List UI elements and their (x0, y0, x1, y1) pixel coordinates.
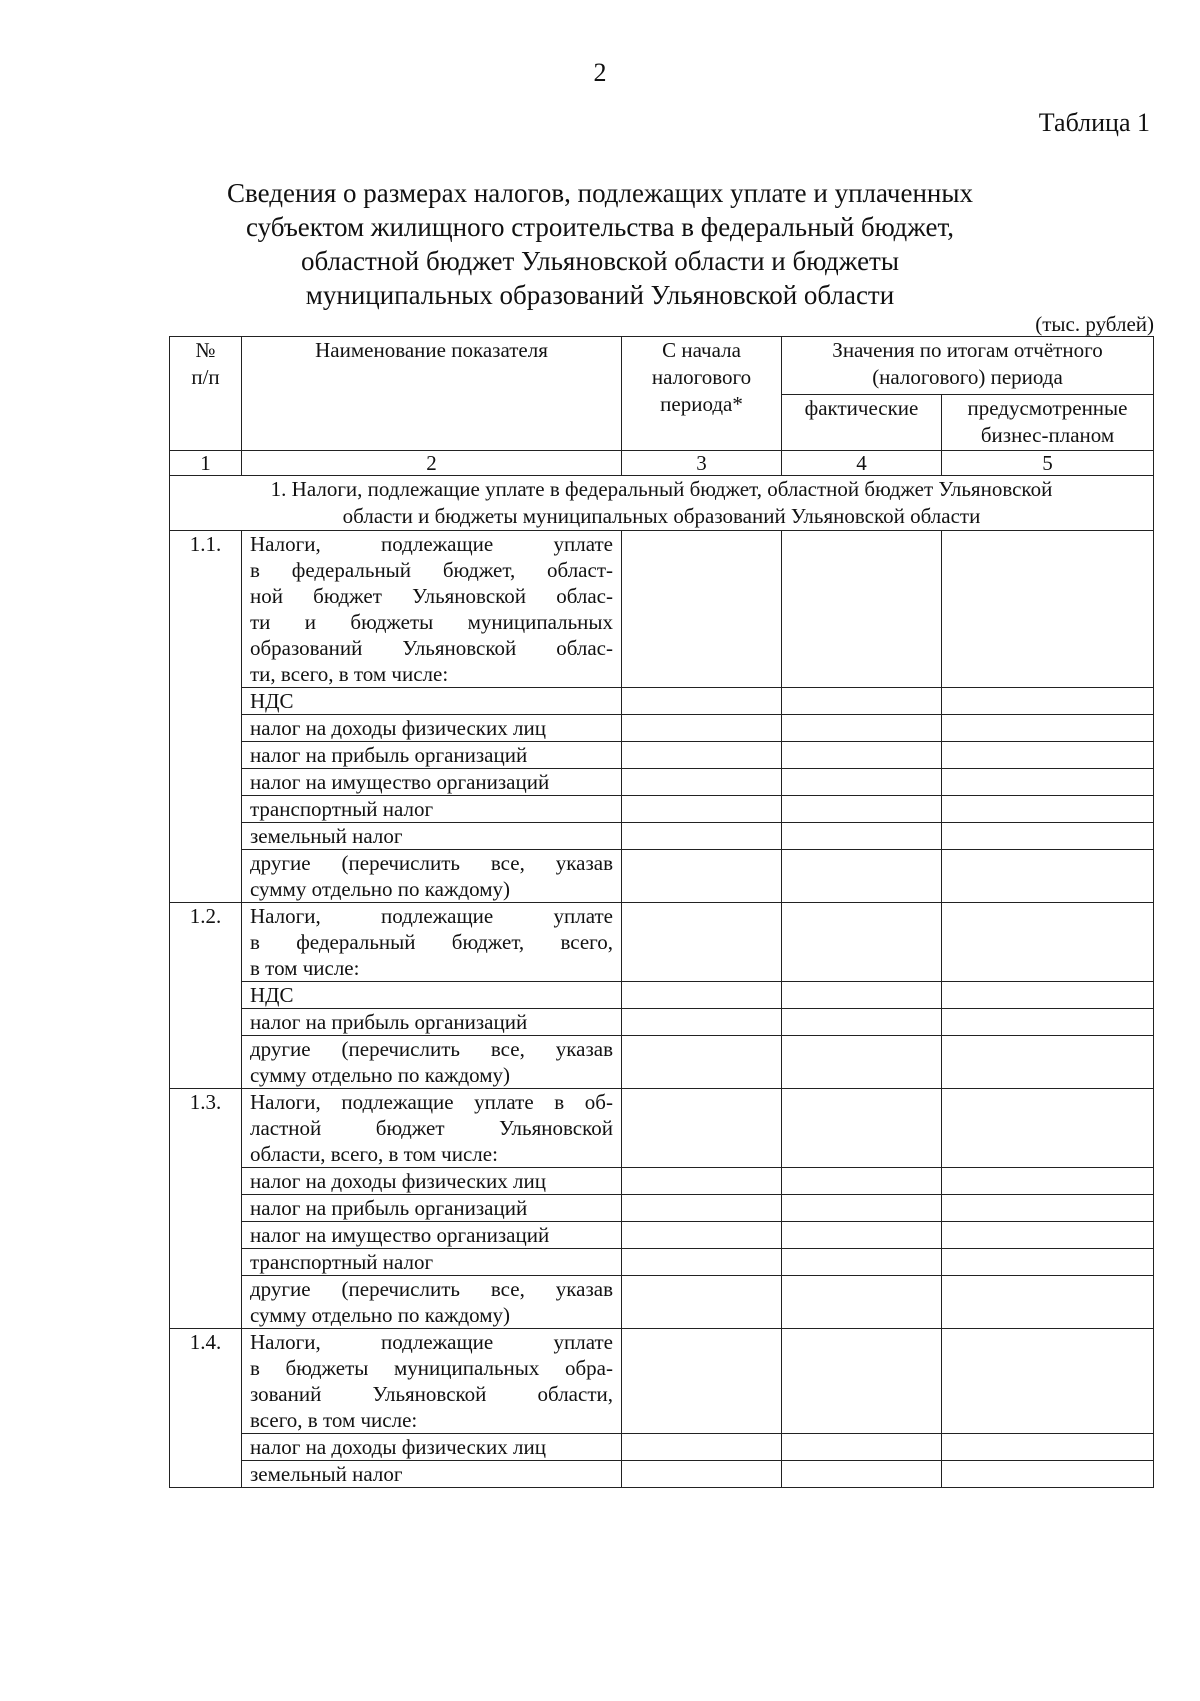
header-row (170, 337, 1154, 395)
column-number: 1 (170, 451, 242, 476)
group-title-line: образований Ульяновской облас- (250, 636, 613, 660)
column-number: 4 (782, 451, 942, 476)
group-title-line: в том числе: (250, 956, 360, 980)
tax-item (242, 1009, 622, 1036)
value-cell (622, 1168, 782, 1195)
table-row (170, 1036, 1154, 1089)
value-cell (942, 823, 1154, 850)
value-cell (782, 1276, 942, 1329)
section-heading (170, 476, 1154, 531)
tax-item (242, 1168, 622, 1195)
header-actual: фактические (782, 395, 942, 451)
header-business-plan (942, 395, 1154, 451)
value-cell (622, 1434, 782, 1461)
tax-item-line: сумму отдельно по каждому) (250, 877, 511, 901)
value-cell (782, 1195, 942, 1222)
header-from-period-start (622, 337, 782, 451)
value-cell (622, 1249, 782, 1276)
column-number: 5 (942, 451, 1154, 476)
tax-item-line: другие (перечислить все, указав (250, 1277, 613, 1301)
value-cell (622, 1195, 782, 1222)
table-row (170, 1461, 1154, 1488)
value-cell (622, 688, 782, 715)
tax-item-line: налог на прибыль организаций (250, 1010, 528, 1034)
tax-item-line: транспортный налог (250, 797, 434, 821)
header-text: предусмотренные (967, 396, 1128, 420)
group-title-line: Налоги, подлежащие уплате (250, 904, 613, 928)
tax-item-line: транспортный налог (250, 1250, 434, 1274)
value-cell (942, 982, 1154, 1009)
table-row (170, 715, 1154, 742)
group-title-line: в федеральный бюджет, област- (250, 558, 613, 582)
value-cell (782, 903, 942, 982)
value-cell (942, 1089, 1154, 1168)
tax-item (242, 1036, 622, 1089)
document-title (200, 176, 1000, 312)
tax-item (242, 1249, 622, 1276)
value-cell (622, 1036, 782, 1089)
tax-item-line: земельный налог (250, 1462, 403, 1486)
tax-item (242, 715, 622, 742)
row-index: 1.2. (170, 903, 242, 1089)
tax-item-line: НДС (250, 689, 294, 713)
tax-item (242, 982, 622, 1009)
value-cell (942, 688, 1154, 715)
value-cell (622, 823, 782, 850)
value-cell (622, 903, 782, 982)
value-cell (622, 531, 782, 688)
table-row (170, 1168, 1154, 1195)
value-cell (782, 1089, 942, 1168)
header-text: бизнес-планом (980, 423, 1115, 447)
table-row (170, 796, 1154, 823)
value-cell (782, 1036, 942, 1089)
value-cell (782, 1168, 942, 1195)
table-row (170, 982, 1154, 1009)
table-row (170, 1222, 1154, 1249)
tax-item (242, 1434, 622, 1461)
value-cell (942, 903, 1154, 982)
tax-item (242, 1222, 622, 1249)
group-title-line: области, всего, в том числе: (250, 1142, 498, 1166)
tax-item-line: налог на имущество организаций (250, 770, 550, 794)
value-cell (942, 531, 1154, 688)
value-cell (942, 1276, 1154, 1329)
table-row (170, 688, 1154, 715)
value-cell (622, 742, 782, 769)
tax-item (242, 1276, 622, 1329)
table-row (170, 531, 1154, 688)
value-cell (782, 715, 942, 742)
value-cell (782, 769, 942, 796)
table-row (170, 1434, 1154, 1461)
value-cell (942, 1195, 1154, 1222)
group-title (242, 903, 622, 982)
row-index: 1.1. (170, 531, 242, 903)
value-cell (782, 742, 942, 769)
value-cell (782, 1461, 942, 1488)
tax-item-line: налог на прибыль организаций (250, 743, 528, 767)
value-cell (622, 1089, 782, 1168)
tax-item (242, 688, 622, 715)
table-row (170, 742, 1154, 769)
title-line: субъектом жилищного строительства в федеральный бюджет, (246, 212, 954, 242)
group-title-line: ной бюджет Ульяновской облас- (250, 584, 613, 608)
table-row (170, 850, 1154, 903)
value-cell (622, 1009, 782, 1036)
header-number (170, 337, 242, 451)
value-cell (622, 1461, 782, 1488)
value-cell (782, 531, 942, 688)
page-number: 2 (593, 58, 607, 87)
tax-item-line: налог на доходы физических лиц (250, 1435, 546, 1459)
table-row (170, 823, 1154, 850)
value-cell (942, 1434, 1154, 1461)
value-cell (942, 1461, 1154, 1488)
value-cell (782, 823, 942, 850)
table-row (170, 1276, 1154, 1329)
value-cell (942, 769, 1154, 796)
tax-item (242, 796, 622, 823)
value-cell (782, 796, 942, 823)
table-row (170, 1249, 1154, 1276)
table-row (170, 1195, 1154, 1222)
table-row (170, 769, 1154, 796)
tax-item-line: сумму отдельно по каждому) (250, 1063, 511, 1087)
header-text: С начала (662, 338, 741, 362)
section-heading-line: области и бюджеты муниципальных образований Ульяновской области (342, 504, 981, 528)
column-number: 3 (622, 451, 782, 476)
group-title-line: в бюджеты муниципальных обра- (250, 1356, 613, 1380)
tax-item (242, 823, 622, 850)
tax-item-line: налог на имущество организаций (250, 1223, 550, 1247)
value-cell (942, 850, 1154, 903)
tax-item (242, 742, 622, 769)
group-title-line: Налоги, подлежащие уплате (250, 1330, 613, 1354)
value-cell (782, 1434, 942, 1461)
tax-item-line: налог на прибыль организаций (250, 1196, 528, 1220)
value-cell (942, 1009, 1154, 1036)
value-cell (622, 769, 782, 796)
column-number-row (170, 451, 1154, 476)
section-row (170, 476, 1154, 531)
tax-item-line: другие (перечислить все, указав (250, 1037, 613, 1061)
value-cell (942, 1249, 1154, 1276)
group-title-line: всего, в том числе: (250, 1408, 418, 1432)
group-title-line: ти и бюджеты муниципальных (250, 610, 613, 634)
section-heading-line: 1. Налоги, подлежащие уплате в федеральный бюджет, областной бюджет Ульяновской (270, 477, 1053, 501)
header-text: п/п (191, 365, 220, 389)
tax-item-line: налог на доходы физических лиц (250, 1169, 546, 1193)
group-title-line: зований Ульяновской области, (250, 1382, 613, 1406)
tax-item (242, 1461, 622, 1488)
table-row (170, 1089, 1154, 1168)
header-text: периода* (660, 392, 743, 416)
units-note: (тыс. рублей) (1035, 312, 1154, 336)
header-text: № (195, 338, 216, 362)
tax-item-line: НДС (250, 983, 294, 1007)
value-cell (942, 715, 1154, 742)
value-cell (782, 688, 942, 715)
group-title-line: Налоги, подлежащие уплате в об- (250, 1090, 613, 1114)
value-cell (622, 850, 782, 903)
column-number: 2 (242, 451, 622, 476)
value-cell (622, 1329, 782, 1434)
value-cell (622, 982, 782, 1009)
tax-item-line: налог на доходы физических лиц (250, 716, 546, 740)
value-cell (782, 1009, 942, 1036)
tax-table (169, 336, 1154, 1488)
value-cell (942, 1168, 1154, 1195)
value-cell (942, 1329, 1154, 1434)
value-cell (622, 715, 782, 742)
row-index: 1.3. (170, 1089, 242, 1329)
title-line: муниципальных образований Ульяновской области (305, 280, 895, 310)
table-row (170, 903, 1154, 982)
value-cell (782, 1329, 942, 1434)
tax-item (242, 1195, 622, 1222)
value-cell (622, 1222, 782, 1249)
group-title-line: ластной бюджет Ульяновской (250, 1116, 613, 1140)
header-text: налогового (651, 365, 752, 389)
table-label: Таблица 1 (1038, 108, 1150, 137)
group-title (242, 1089, 622, 1168)
tax-item (242, 850, 622, 903)
value-cell (782, 1222, 942, 1249)
value-cell (942, 1222, 1154, 1249)
tax-item-line: земельный налог (250, 824, 403, 848)
group-title-line: в федеральный бюджет, всего, (250, 930, 613, 954)
value-cell (782, 850, 942, 903)
value-cell (782, 1249, 942, 1276)
value-cell (622, 1276, 782, 1329)
header-text: Значения по итогам отчётного (832, 338, 1103, 362)
header-indicator-name: Наименование показателя (242, 337, 622, 451)
group-title-line: ти, всего, в том числе: (250, 662, 449, 686)
tax-item-line: другие (перечислить все, указав (250, 851, 613, 875)
table-row (170, 1329, 1154, 1434)
value-cell (942, 1036, 1154, 1089)
value-cell (782, 982, 942, 1009)
group-title-line: Налоги, подлежащие уплате (250, 532, 613, 556)
tax-item-line: сумму отдельно по каждому) (250, 1303, 511, 1327)
header-period-values (782, 337, 1154, 395)
tax-item (242, 769, 622, 796)
value-cell (942, 742, 1154, 769)
group-title (242, 531, 622, 688)
title-line: Сведения о размерах налогов, подлежащих уплате и уплаченных (227, 178, 973, 208)
group-title (242, 1329, 622, 1434)
value-cell (942, 796, 1154, 823)
value-cell (622, 796, 782, 823)
title-line: областной бюджет Ульяновской области и бюджеты (300, 246, 899, 276)
table-row (170, 1009, 1154, 1036)
tax-table-body (170, 337, 1154, 1488)
header-text: (налогового) периода (872, 365, 1063, 389)
row-index: 1.4. (170, 1329, 242, 1488)
